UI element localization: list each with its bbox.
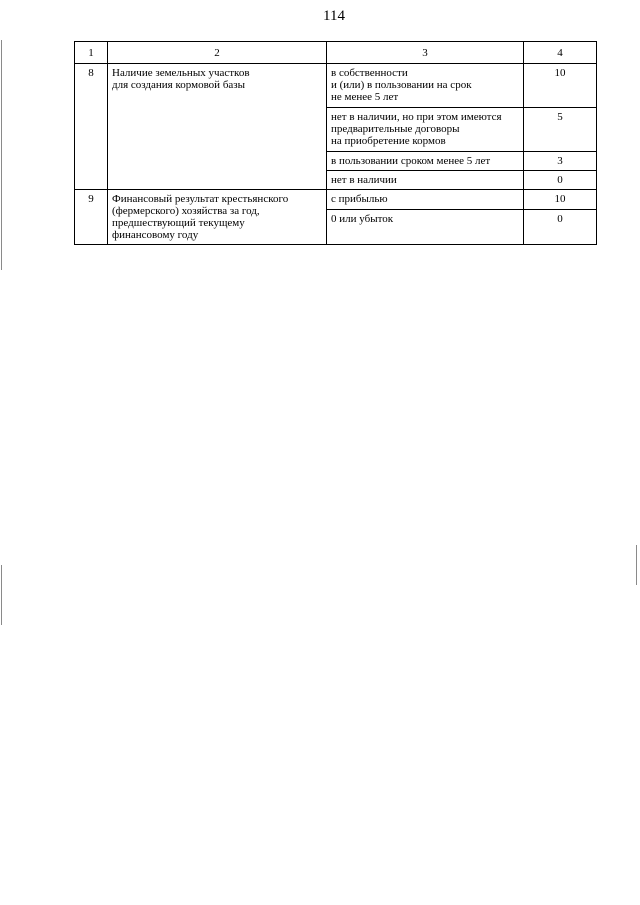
- scan-edge-mark-left-bottom: [1, 565, 2, 625]
- score-cell: 10: [524, 64, 597, 108]
- scan-edge-mark-left-top: [1, 40, 2, 270]
- score-cell: 10: [524, 190, 597, 210]
- page-number: 114: [323, 8, 345, 24]
- table-row: [75, 190, 597, 210]
- condition-cell: нет в наличии, но при этом имеются предварительные договоры на приобретение кормов: [327, 108, 524, 152]
- score-cell: 3: [524, 152, 597, 171]
- condition-cell: с прибылью: [327, 190, 524, 210]
- criteria-table: [74, 41, 597, 245]
- column-header: 3: [327, 42, 524, 64]
- condition-cell: в собственности и (или) в пользовании на срок не менее 5 лет: [327, 64, 524, 108]
- column-header: 4: [524, 42, 597, 64]
- score-cell: 0: [524, 210, 597, 245]
- score-cell: 5: [524, 108, 597, 152]
- scan-edge-mark-right: [636, 545, 637, 585]
- row-number: 8: [75, 64, 108, 190]
- column-header: 2: [108, 42, 327, 64]
- condition-cell: в пользовании сроком менее 5 лет: [327, 152, 524, 171]
- criterion-name: Финансовый результат крестьянского (фермерского) хозяйства за год, предшествующий текущему финансовому году: [108, 190, 327, 245]
- table-header-row: [75, 42, 597, 64]
- table-row: [75, 64, 597, 108]
- criterion-name: Наличие земельных участков для создания кормовой базы: [108, 64, 327, 190]
- condition-cell: 0 или убыток: [327, 210, 524, 245]
- condition-cell: нет в наличии: [327, 171, 524, 190]
- row-number: 9: [75, 190, 108, 245]
- score-cell: 0: [524, 171, 597, 190]
- column-header: 1: [75, 42, 108, 64]
